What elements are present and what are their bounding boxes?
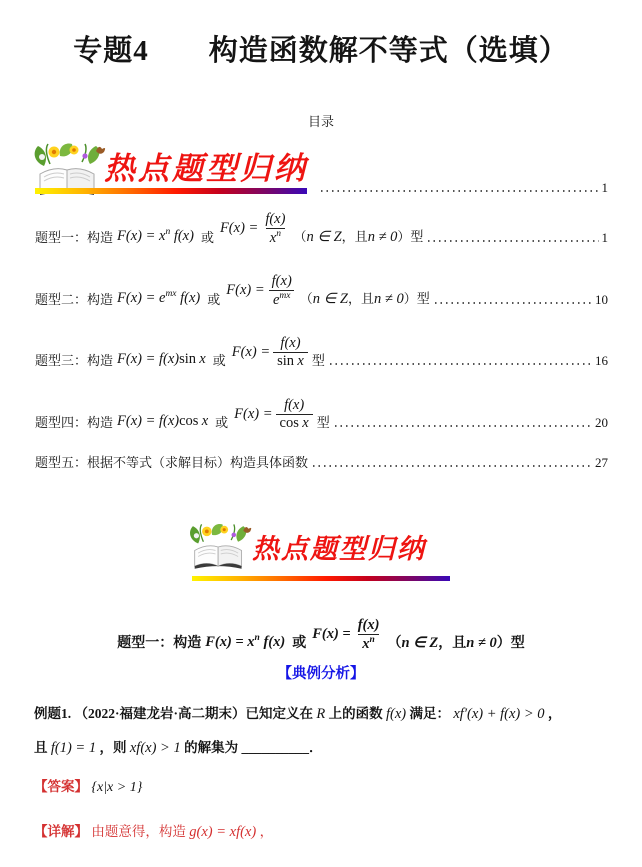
formula-left xyxy=(117,227,194,245)
math-function: sin xyxy=(277,352,295,369)
type-label: 型 xyxy=(316,415,330,431)
page-number: 27 xyxy=(595,455,608,470)
answer-line xyxy=(34,775,142,796)
math-text: f(x) xyxy=(176,290,201,307)
fraction-denominator xyxy=(266,228,285,247)
condition-text xyxy=(300,288,430,308)
math-text: F(x) = e xyxy=(117,290,166,307)
math-text: g(x) = xf(x) xyxy=(189,824,257,840)
solution-text: ， xyxy=(259,824,274,839)
formula-left xyxy=(205,633,285,651)
formula-right xyxy=(232,335,308,369)
page-number: 10 xyxy=(595,292,608,308)
or-label: 或 xyxy=(215,415,229,431)
page-number: 20 xyxy=(595,415,608,431)
fraction xyxy=(276,397,313,431)
toc-item-label: 题型二：构造 xyxy=(35,292,114,308)
math-text: f(x) xyxy=(259,634,286,650)
math-text: F(x) = f(x) xyxy=(117,413,180,430)
math-text: n ≠ 0 xyxy=(374,291,404,308)
math-sup: n xyxy=(369,634,375,645)
section-heading xyxy=(0,598,642,652)
fraction xyxy=(261,211,289,246)
toc-item-5[interactable] xyxy=(35,452,608,471)
dot-leader xyxy=(335,425,592,427)
math-text: F(x) = xyxy=(234,405,273,422)
dot-leader xyxy=(313,465,592,467)
dot-leader xyxy=(435,302,592,304)
fraction-denominator xyxy=(273,352,308,370)
analysis-header: 【典例分析】 xyxy=(277,666,365,682)
problem-text: ，则 xyxy=(99,740,127,755)
hot-topics-banner xyxy=(30,142,316,202)
math-text: x xyxy=(199,351,206,368)
example-line-2 xyxy=(34,731,610,765)
banner-title: 热点题型归纳 xyxy=(252,534,426,564)
answer-blank: __________ xyxy=(241,740,309,755)
paren: （ xyxy=(293,229,307,245)
paren: （ xyxy=(299,291,313,307)
solution-tag: 【详解】 xyxy=(34,824,88,839)
fraction-numerator: f(x) xyxy=(271,273,292,289)
section-label: 题型一：构造 xyxy=(117,636,202,651)
example-problem xyxy=(34,697,610,765)
dot-leader xyxy=(428,240,598,242)
math-sup: mx xyxy=(165,289,177,300)
formula-right xyxy=(312,617,383,652)
math-text: e xyxy=(272,291,280,308)
or-label: 或 xyxy=(292,636,307,651)
toc-banner-entry[interactable] xyxy=(316,178,608,196)
toc-item-label: 题型五：根据不等式（求解目标）构造具体函数 xyxy=(35,455,309,470)
problem-text: ， xyxy=(547,706,562,721)
paren: ）型 xyxy=(403,291,430,307)
toc-item-label: 题型一：构造 xyxy=(35,230,114,246)
math-text: x xyxy=(302,414,309,431)
formula-left xyxy=(117,413,208,430)
formula-right xyxy=(220,211,290,246)
toc-heading: 目录 xyxy=(307,114,334,129)
math-text: F(x) = xyxy=(231,343,271,360)
formula-left xyxy=(117,351,206,368)
problem-text: 的解集为 xyxy=(184,740,239,755)
problem-text: 满足： xyxy=(409,706,450,721)
fraction-numerator: f(x) xyxy=(357,616,380,633)
math-text: n ∈ Z xyxy=(401,635,439,651)
math-sup: n xyxy=(276,228,281,239)
problem-text: ． xyxy=(308,740,323,755)
page-title: 专题4 构造函数解不等式（选填） xyxy=(73,35,569,67)
formula-right xyxy=(234,397,313,431)
fraction-denominator xyxy=(358,634,379,653)
toc-item-label: 题型三：构造 xyxy=(35,353,114,369)
example-line-1 xyxy=(34,697,610,731)
or-label: 或 xyxy=(200,230,214,246)
toc-item-1[interactable] xyxy=(35,211,608,246)
page-number: 1 xyxy=(601,180,608,195)
math-text: x xyxy=(297,352,304,369)
plain-text: ，且 xyxy=(438,636,467,651)
solution-text: 由题意得，构造 xyxy=(91,824,186,839)
plain-text: ，且 xyxy=(341,229,368,245)
math-text: xf(x) > 1 xyxy=(129,740,181,756)
formula-left xyxy=(117,289,200,307)
math-sup: n xyxy=(165,227,171,238)
condition-text xyxy=(293,226,423,246)
fraction xyxy=(354,617,384,652)
fraction xyxy=(268,273,296,308)
answer-tag: 【答案】 xyxy=(34,779,88,794)
answer-value: {x|x > 1} xyxy=(91,780,143,795)
math-text: n ∈ Z xyxy=(312,291,348,308)
fraction-numerator: f(x) xyxy=(265,211,286,227)
math-text: F(x) = xyxy=(219,220,259,237)
toc-item-2[interactable] xyxy=(35,273,608,308)
fraction xyxy=(273,335,308,369)
problem-text: 且 xyxy=(34,740,48,755)
math-text: f(1) = 1 xyxy=(50,740,97,756)
math-text: n ∈ Z xyxy=(306,229,342,246)
solution-line xyxy=(34,820,273,841)
math-text: f(x) xyxy=(386,706,407,722)
dot-leader xyxy=(330,363,592,365)
banner-title: 热点题型归纳 xyxy=(104,151,308,186)
math-text: F(x) = xyxy=(312,625,351,642)
or-label: 或 xyxy=(207,292,221,308)
dot-leader xyxy=(321,190,599,192)
toc-item-4[interactable] xyxy=(35,397,608,431)
problem-text: 例题1. （2022·福建龙岩·高二期末）已知定义在 xyxy=(34,706,314,721)
paren: ）型 xyxy=(496,636,525,651)
book-clipart-icon xyxy=(186,522,252,572)
fraction-denominator xyxy=(269,290,295,309)
fraction-numerator: f(x) xyxy=(280,335,301,351)
math-function: cos xyxy=(179,413,199,430)
math-text: R xyxy=(316,706,326,722)
paren: ）型 xyxy=(397,229,424,245)
math-text: n ≠ 0 xyxy=(466,635,497,651)
toc-item-3[interactable] xyxy=(35,335,608,369)
math-sup: n xyxy=(254,633,260,644)
page-number: 1 xyxy=(601,230,608,246)
plain-text: ，且 xyxy=(348,291,375,307)
gradient-divider xyxy=(35,188,307,194)
math-sup: mx xyxy=(279,290,291,301)
math-text: F(x) = x xyxy=(117,228,166,245)
math-text: xf′(x) + f(x) > 0 xyxy=(453,706,545,722)
math-text: F(x) = xyxy=(226,282,265,299)
hot-topics-banner-2 xyxy=(186,520,454,582)
fraction-numerator: f(x) xyxy=(284,397,305,413)
math-text: F(x) = f(x) xyxy=(117,351,180,368)
condition-text xyxy=(387,632,524,652)
math-text: F(x) = x xyxy=(205,634,255,650)
fraction-denominator xyxy=(276,414,313,432)
type-label: 型 xyxy=(311,353,325,369)
gradient-divider xyxy=(192,576,450,581)
math-text: n ≠ 0 xyxy=(367,229,398,246)
paren: （ xyxy=(387,636,402,651)
math-text: x xyxy=(362,635,370,652)
math-function: sin xyxy=(179,351,197,368)
math-text: x xyxy=(201,413,209,430)
math-text: f(x) xyxy=(170,228,194,245)
math-function: cos xyxy=(279,414,299,431)
or-label: 或 xyxy=(212,353,226,369)
math-text: x xyxy=(269,229,277,246)
toc-item-label: 题型四：构造 xyxy=(35,415,114,431)
formula-right xyxy=(226,273,296,308)
page-number: 16 xyxy=(595,353,608,369)
problem-text: 上的函数 xyxy=(328,706,383,721)
